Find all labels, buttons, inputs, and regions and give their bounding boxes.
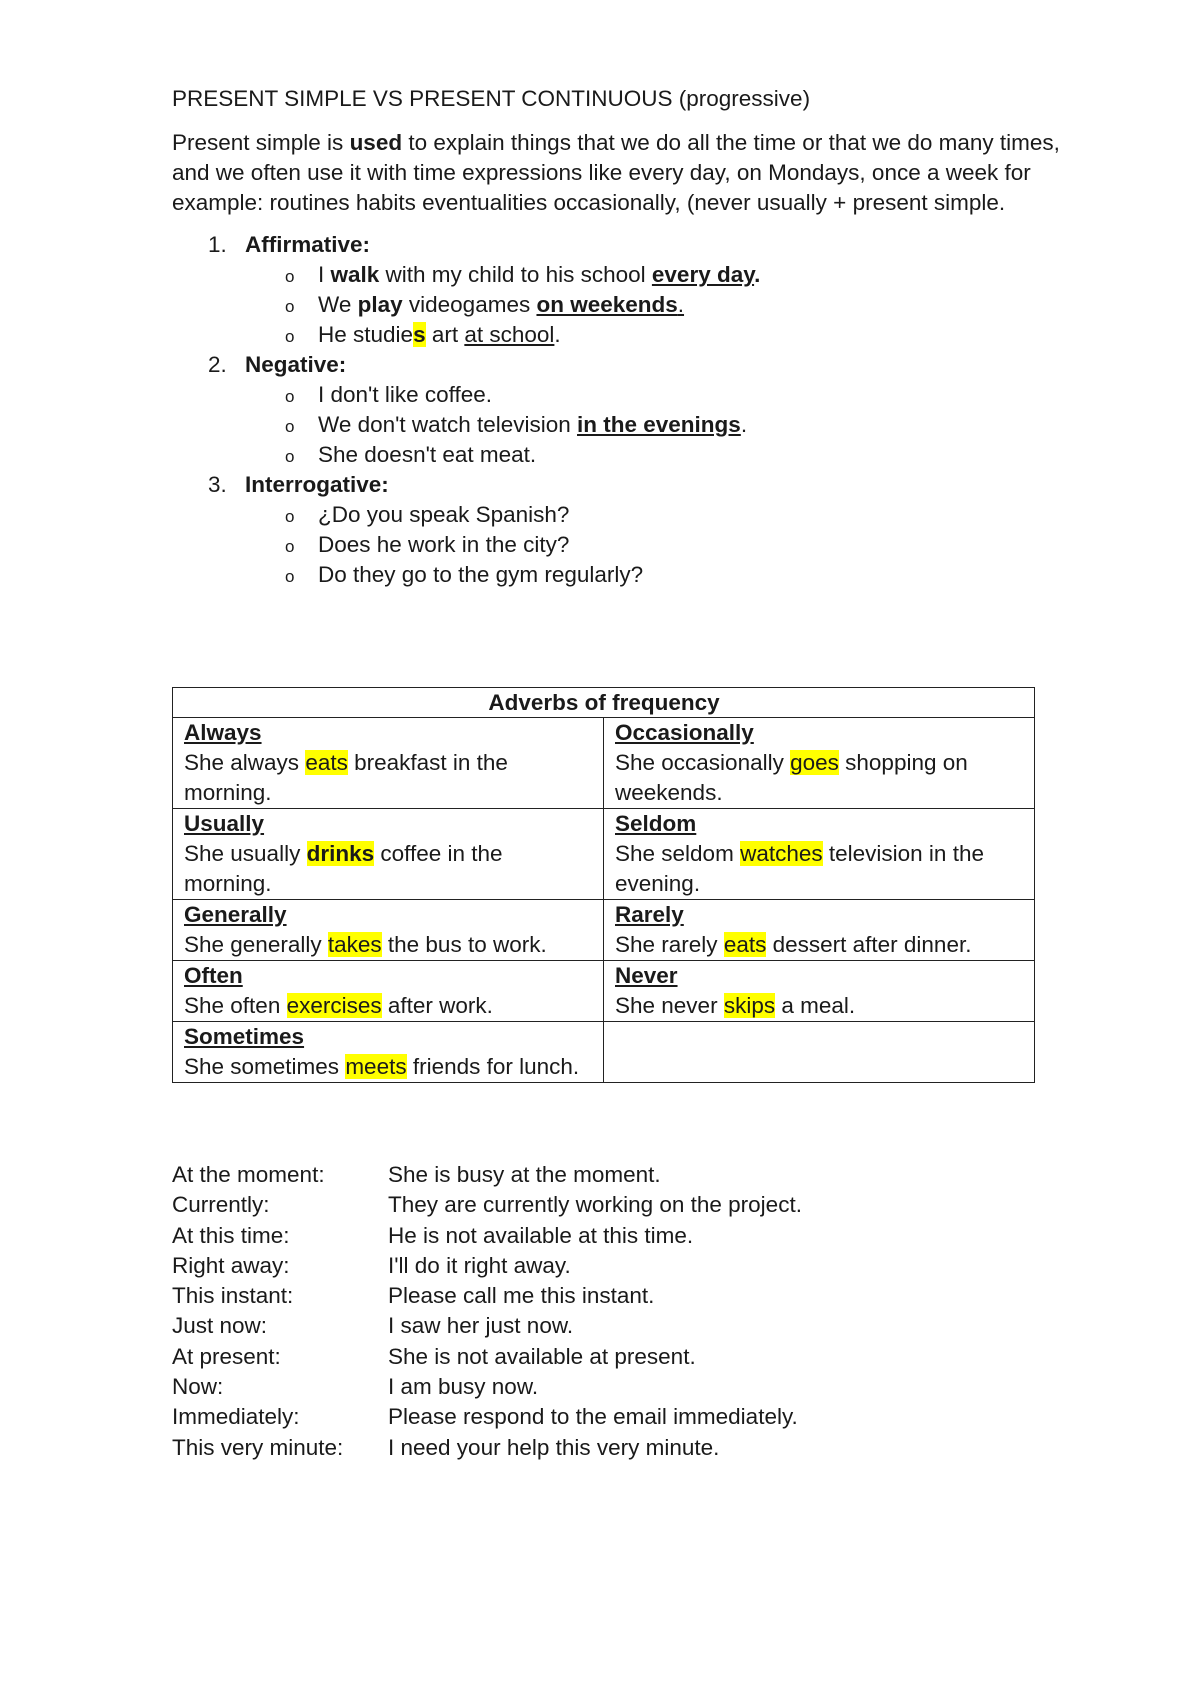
expression-term: At this time: [172,1222,290,1248]
highlighted-verb: goes [790,750,839,775]
expression-term: Currently: [172,1192,270,1218]
expression-example: I need your help this very minute. [388,1434,720,1460]
text: . [554,322,561,347]
text: She doesn't eat meat. [318,442,537,467]
text: coffee in the morning. [184,841,503,896]
table-row [173,900,1035,961]
expression-term: Now: [172,1374,224,1400]
list-item [245,500,1072,530]
highlighted-verb: exercises [286,993,382,1018]
section-heading: Interrogative: [245,472,389,497]
text: She rarely [615,932,724,957]
adverb-title: Usually [184,811,265,836]
text: a meal. [775,993,856,1018]
adverb-title: Generally [184,902,287,927]
text: shopping on weekends. [615,750,968,805]
highlighted-verb: eats [305,750,348,775]
section-negative [172,350,1072,470]
expression-example: I'll do it right away. [388,1252,571,1278]
intro-text-rest: to explain things that we do all the time or that we do many times, and we often use it with time expressions like every day, on Mondays, once a week for example: routines habits eventualities occasionally, (never usually + present simple. [172,130,1060,215]
adverb-title: Sometimes [184,1024,305,1049]
bullet-icon: o [285,387,295,406]
text: after work. [381,993,493,1018]
highlighted-verb: takes [327,932,382,957]
expression-term: Right away: [172,1252,290,1278]
table-header: Adverbs of frequency [173,688,1035,718]
expression-example: I am busy now. [388,1374,539,1400]
table-row [173,718,1035,809]
adverbs-table [172,687,1035,1083]
table-cell [604,718,1035,809]
text: He studie [318,322,414,347]
section-affirmative [172,230,1072,350]
example-list [245,380,1072,470]
text: . [677,292,685,317]
expression-row [172,1372,802,1402]
expression-example: Please call me this instant. [388,1283,655,1309]
text: . [740,412,748,437]
bullet-icon: o [285,327,295,346]
table-cell-empty [604,1022,1035,1083]
bullet-icon: o [285,417,295,436]
table-row [173,1022,1035,1083]
highlighted-verb: meets [345,1054,407,1079]
table-cell [604,961,1035,1022]
list-number: 2. [208,352,227,377]
adverb-title: Never [615,963,678,988]
text: I [318,262,331,287]
expression-example: She is not available at present. [388,1343,696,1369]
text: She always [184,750,306,775]
text: She often [184,993,287,1018]
adverb-title: Often [184,963,243,988]
list-number: 3. [208,472,227,497]
bullet-icon: o [285,507,295,526]
adverb-title: Rarely [615,902,684,927]
table-cell [173,900,604,961]
list-item [245,290,1072,320]
table-cell [173,809,604,900]
text: art [425,322,465,347]
adverb-title: Seldom [615,811,697,836]
expression-example: They are currently working on the project. [388,1192,802,1218]
expression-term: This instant: [172,1283,294,1309]
expression-row [172,1251,802,1281]
expression-term: At present: [172,1343,281,1369]
adverb-title: Always [184,720,262,745]
section-heading: Negative: [245,352,347,377]
text: She seldom [615,841,741,866]
table-cell [604,809,1035,900]
text: the bus to work. [381,932,547,957]
table-row [173,809,1035,900]
intro-paragraph [172,128,1072,218]
time-expression: every day [651,262,755,287]
expression-row [172,1311,802,1341]
text: dessert after dinner. [766,932,972,957]
list-number: 1. [208,232,227,257]
text: We [318,292,358,317]
document-body [172,84,1072,590]
table-cell [173,718,604,809]
time-expressions-list [172,1160,802,1463]
expression-row [172,1281,802,1311]
text: I don't like coffee. [318,382,492,407]
expression-row [172,1160,802,1190]
list-item [245,530,1072,560]
table-header-row [173,688,1035,718]
time-expression: at school [464,322,555,347]
expression-row [172,1221,802,1251]
time-expression: in the evenings [577,412,741,437]
text: Do they go to the gym regularly? [318,562,644,587]
text: television in the evening. [615,841,984,896]
adverb-title: Occasionally [615,720,754,745]
highlighted-verb: drinks [306,841,375,866]
highlighted-suffix: s [413,322,426,347]
expression-example: Please respond to the email immediately. [388,1404,798,1430]
table-cell [173,1022,604,1083]
expression-term: At the moment: [172,1162,325,1187]
intro-text: Present simple is [172,130,350,155]
expression-example: He is not available at this time. [388,1222,694,1248]
page-title: PRESENT SIMPLE VS PRESENT CONTINUOUS (progressive) [172,86,811,111]
text: She occasionally [615,750,791,775]
expression-term: Immediately: [172,1404,300,1430]
list-item [245,260,1072,290]
expression-row [172,1342,802,1372]
text: breakfast in the morning. [184,750,508,805]
list-item [245,560,1072,590]
bullet-icon: o [285,267,295,286]
text: She sometimes [184,1054,346,1079]
intro-bold-word: used [349,130,403,155]
bullet-icon: o [285,537,295,556]
table-cell [604,900,1035,961]
forms-list [172,230,1072,590]
table-cell [173,961,604,1022]
bullet-icon: o [285,447,295,466]
text: We don't watch television [318,412,578,437]
text: She never [615,993,724,1018]
bullet-icon: o [285,297,295,316]
example-list [245,500,1072,590]
text: She generally [184,932,328,957]
expression-row [172,1402,802,1432]
expression-term: This very minute: [172,1434,344,1460]
highlighted-verb: skips [723,993,776,1018]
text: ¿Do you speak Spanish? [318,502,570,527]
section-heading: Affirmative: [245,232,371,257]
section-interrogative [172,470,1072,590]
time-expression: on weekends [536,292,678,317]
text: She usually [184,841,307,866]
list-item [245,440,1072,470]
highlighted-verb: watches [740,841,823,866]
bold-verb: walk [330,262,380,287]
expression-term: Just now: [172,1313,268,1339]
text: . [754,262,761,287]
expression-row [172,1190,802,1220]
table-row [173,961,1035,1022]
expression-row [172,1433,802,1463]
list-item [245,320,1072,350]
list-item [245,410,1072,440]
bullet-icon: o [285,567,295,586]
text: Does he work in the city? [318,532,570,557]
example-list [245,260,1072,350]
highlighted-verb: eats [723,932,767,957]
text: with my child to his school [379,262,652,287]
expression-example: She is busy at the moment. [388,1162,661,1187]
list-item [245,380,1072,410]
text: videogames [402,292,537,317]
bold-verb: play [357,292,403,317]
text: friends for lunch. [406,1054,580,1079]
expression-example: I saw her just now. [388,1313,574,1339]
